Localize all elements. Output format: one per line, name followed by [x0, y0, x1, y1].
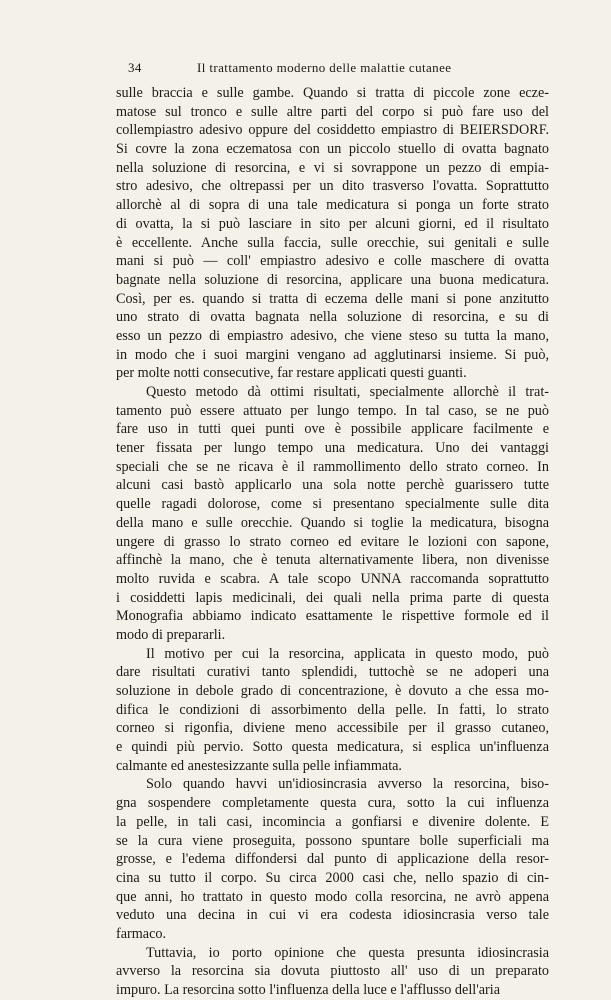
- text-line: quelle ragadi dolorose, come si presentano specialmente sulle dita: [116, 496, 549, 513]
- text-line: veduto una decina in cui vi era codesta idiosincrasia verso tale: [116, 907, 549, 924]
- text-line: affinchè la mano, che è tenuta alternativamente libera, non divenisse: [116, 552, 549, 569]
- text-line: mani si può — coll' empiastro adesivo e colle maschere di ovatta: [116, 253, 549, 270]
- text-line: uno strato di ovatta bagnata nella soluzione di resorcina, e su di: [116, 309, 549, 326]
- text-line: della mano e sulle orecchie. Quando si toglie la medicatura, bisogna: [116, 514, 549, 531]
- paragraph: [116, 645, 549, 776]
- text-line: Così, per es. quando si tratta di eczema delle mani si pone anzitutto: [116, 290, 549, 307]
- text-line: difica le condizioni di assorbimento della pelle. In fatti, lo strato: [116, 701, 549, 718]
- body-text: [116, 84, 549, 1000]
- page-header: [128, 60, 546, 78]
- text-line: avverso la resorcina sia dovuta piuttosto all' uso di un preparato: [116, 963, 549, 980]
- text-line: nella soluzione di resorcina, e vi si sovrappone un pezzo di empia-: [116, 159, 549, 176]
- text-line: e quindi più pervio. Sotto questa medicatura, si esplica un'influenza: [116, 739, 549, 756]
- text-line: collempiastro adesivo oppure del cosiddetto empiastro di BEIERSDORF.: [116, 122, 549, 139]
- text-line: se la cura viene proseguita, possono spuntare bolle superficiali ma: [116, 832, 549, 849]
- text-line: bagnate nella soluzione di resorcina, applicare una buona medicatura.: [116, 271, 549, 288]
- paragraph: [116, 383, 549, 645]
- text-line: Questo metodo dà ottimi risultati, specialmente allorchè il trat-: [146, 384, 549, 400]
- text-line: corneo si rigonfia, diviene meno accessibile per il grasso cutaneo,: [116, 720, 549, 737]
- text-line: Il motivo per cui la resorcina, applicata in questo modo, può: [146, 645, 549, 662]
- text-line: Si covre la zona eczematosa con un piccolo stuello di ovatta bagnato: [116, 141, 549, 158]
- text-line: in modo che i suoi margini vengano ad agglutinarsi insieme. Si può,: [116, 346, 549, 363]
- text-line: Monografia abbiamo indicato esattamente le rispettive formole ed il: [116, 608, 549, 625]
- running-title: Il trattamento moderno delle malattie cutanee: [197, 60, 452, 75]
- text-line: di ovatta, la si può lasciare in sito per alcuni giorni, ed il risultato: [116, 215, 549, 232]
- text-line: soluzione in debole grado di concentrazione, è dovuto a che essa mo-: [116, 683, 549, 699]
- text-line: molto ruvida e scabra. A tale scopo UNNA raccomanda soprattutto: [116, 570, 549, 587]
- text-line: dare risultati curativi tanto splendidi, tuttochè se ne adoperi una: [116, 664, 549, 681]
- text-line: allorchè al di sopra di una tale medicatura si ponga un forte strato: [116, 197, 549, 214]
- text-line: esso un pezzo di empiastro adesivo, che viene steso su tutta la mano,: [116, 327, 549, 344]
- text-line: sulle braccia e sulle gambe. Quando si tratta di piccole zone ecze-: [116, 85, 549, 101]
- text-line: gna sospendere completamente questa cura, sotto la cui influenza: [116, 795, 549, 812]
- text-line: i cosiddetti lapis medicinali, dei quali nella prima parte di questa: [116, 589, 549, 606]
- page-number: 34: [128, 60, 142, 75]
- text-line: Tuttavia, io porto opinione che questa presunta idiosincrasia: [146, 944, 549, 961]
- text-line: farmaco.: [116, 925, 167, 942]
- text-line: tener fissata per lungo tempo una medicatura. Uno dei vantaggi: [116, 440, 549, 457]
- text-line: grosse, e l'edema diffondersi dal punto di applicazione della resor-: [116, 851, 549, 868]
- text-line: ungere di grasso lo strato corneo ed evitare le lozioni con sapone,: [116, 533, 549, 550]
- text-line: stro adesivo, che oltrepassi per un dito trasverso l'ovatta. Soprattutto: [116, 178, 549, 195]
- text-line: calmante ed anestesizzante sulla pelle infiammata.: [116, 757, 402, 774]
- text-line: la pelle, in tali casi, incomincia a gonfiarsi e divenire dolente. E: [116, 813, 549, 830]
- paragraph: [116, 775, 549, 943]
- text-line: matose sul tronco e sulle altre parti del corpo si può fare uso del: [116, 103, 549, 120]
- text-line: alcuni casi bastò applicarlo una sola notte perchè guarissero tutte: [116, 477, 549, 494]
- text-line: cina su tutto il corpo. Su circa 2000 casi che, nello spazio di cin-: [116, 869, 549, 886]
- text-line: speciali che se ne ricava è il rammollimento dello strato corneo. In: [116, 458, 549, 475]
- text-line: impuro. La resorcina sotto l'influenza della luce e l'afflusso dell'aria: [116, 982, 501, 998]
- text-line: è eccellente. Anche sulla faccia, sulle orecchie, sui genitali e sulle: [116, 234, 549, 251]
- text-line: per molte notti consecutive, far restare applicati questi guanti.: [116, 365, 467, 382]
- text-line: fare uso in tutti quei punti ove è possibile applicare facilmente e: [116, 421, 549, 438]
- text-line: Solo quando havvi un'idiosincrasia avverso la resorcina, biso-: [146, 776, 549, 793]
- text-line: tamento può essere attuato per lungo tempo. In tal caso, se ne può: [116, 402, 549, 419]
- paragraph: [116, 84, 549, 383]
- text-line: que anni, ho trattato in questo modo colla resorcina, ne avrò appena: [116, 888, 549, 905]
- paragraph: [116, 944, 549, 1000]
- text-line: modo di prepararli.: [116, 626, 226, 643]
